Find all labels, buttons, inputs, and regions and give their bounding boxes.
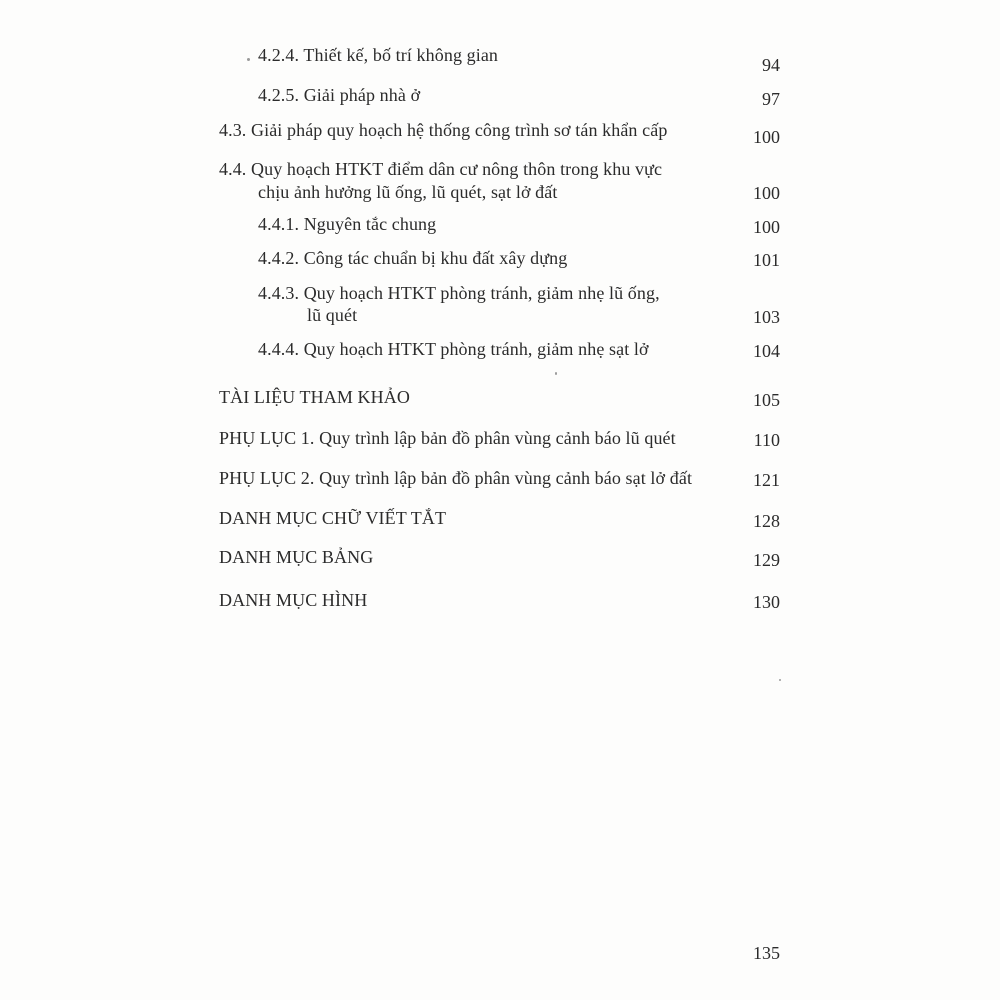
- toc-entry-4-4-line1: 4.4. Quy hoạch HTKT điểm dân cư nông thôn trong khu vực: [219, 159, 663, 179]
- toc-page-references: 105: [753, 390, 780, 410]
- toc-page-list-of-figures: 130: [753, 592, 780, 612]
- print-speck: [555, 372, 557, 375]
- toc-entry-appendix-2: PHỤ LỤC 2. Quy trình lập bản đồ phân vùng cảnh báo sạt lở đất: [219, 468, 693, 488]
- toc-entry-4-4-3-line1: 4.4.3. Quy hoạch HTKT phòng tránh, giảm nhẹ lũ ống,: [258, 283, 660, 303]
- toc-page-4-4-4: 104: [753, 341, 780, 361]
- toc-entry-4-2-4: 4.2.4. Thiết kế, bố trí không gian: [258, 45, 499, 65]
- toc-page-appendix-1: 110: [753, 430, 780, 450]
- toc-entry-list-of-tables: DANH MỤC BẢNG: [219, 547, 374, 567]
- toc-entry-4-4-4: 4.4.4. Quy hoạch HTKT phòng tránh, giảm nhẹ sạt lở: [258, 339, 649, 359]
- toc-page-4-2-5: 97: [762, 89, 780, 109]
- toc-entry-list-of-figures: DANH MỤC HÌNH: [219, 590, 368, 610]
- print-speck: [779, 679, 781, 681]
- toc-entry-4-3: 4.3. Giải pháp quy hoạch hệ thống công trình sơ tán khẩn cấp: [219, 120, 668, 140]
- toc-entry-4-4-1: 4.4.1. Nguyên tắc chung: [258, 214, 437, 234]
- toc-page-appendix-2: 121: [753, 470, 780, 490]
- toc-entry-4-4-2: 4.4.2. Công tác chuẩn bị khu đất xây dựng: [258, 248, 568, 268]
- toc-page-4-4: 100: [753, 183, 780, 203]
- toc-page-4-4-2: 101: [753, 250, 780, 270]
- toc-entry-4-4-3-line2: lũ quét: [307, 305, 358, 325]
- print-speck: [247, 58, 250, 61]
- toc-entry-appendix-1: PHỤ LỤC 1. Quy trình lập bản đồ phân vùng cảnh báo lũ quét: [219, 428, 676, 448]
- toc-entry-abbreviations: DANH MỤC CHỮ VIẾT TẮT: [219, 508, 447, 528]
- toc-page-4-4-3: 103: [753, 307, 780, 327]
- toc-entry-references: TÀI LIỆU THAM KHẢO: [219, 387, 410, 407]
- toc-page-4-2-4: 94: [762, 55, 780, 75]
- toc-page-4-4-1: 100: [753, 217, 780, 237]
- toc-entry-4-4-line2: chịu ảnh hưởng lũ ống, lũ quét, sạt lở đất: [258, 182, 558, 202]
- page-number: 135: [753, 943, 780, 963]
- toc-page-list-of-tables: 129: [753, 550, 780, 570]
- toc-page-4-3: 100: [753, 127, 780, 147]
- toc-entry-4-2-5: 4.2.5. Giải pháp nhà ở: [258, 85, 421, 105]
- toc-page-abbreviations: 128: [753, 511, 780, 531]
